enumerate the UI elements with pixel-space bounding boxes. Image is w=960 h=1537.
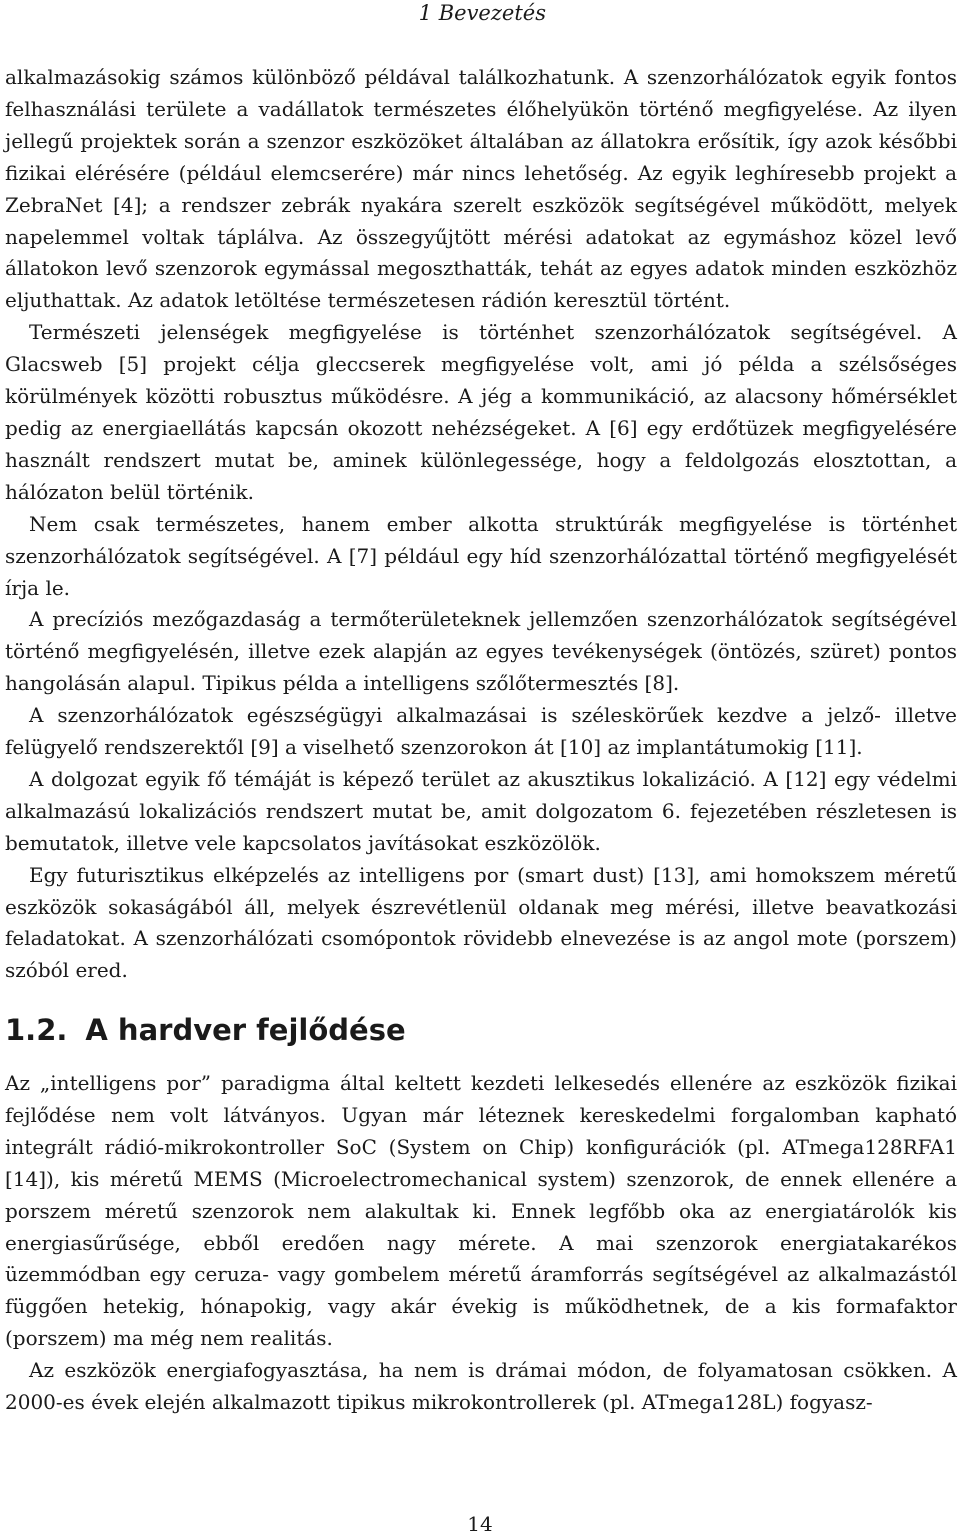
section-title: A hardver fejlődése [85, 1013, 406, 1047]
page-number: 14 [467, 1512, 493, 1536]
running-header: 1 Bevezetés [418, 1, 546, 25]
paragraph: Természeti jelenségek megfigyelése is történhet szenzorhálózatok segítségével. A Glacsweb [5] projekt célja gleccserek megfigyelése volt, ami jó példa a szélsőséges körülmények közötti robusztus működésre. A jég a kommunikáció, az alacsony hőmérséklet pedig az energiaellátás kapcsán okozott nehézségeket. A [6] egy erdőtüzek megfigyelésére használt rendszert mutat be, aminek különlegessége, hogy a feldolgozás elosztottan, a hálózaton belül történik. [5, 320, 957, 504]
paragraph: Egy futurisztikus elképzelés az intelligens por (smart dust) [13], ami homokszem méretű eszközök sokaságából áll, melyek észrevétlenül oldanak meg mérési, illetve beavatkozási feladatokat. A szenzorhálózati csomópontok rövidebb elnevezése is az angol mote (porszem) szóból ered. [5, 862, 957, 983]
paragraph: Az „intelligens por” paradigma által keltett kezdeti lelkesedés ellenére az eszközök fizikai fejlődése nem volt látványos. Ugyan már léteznek kereskedelmi forgalomban kapható integrált rádió-mikrokontroller SoC (System on Chip) konfigurációk (pl. ATmega128RFA1 [14]), kis méretű MEMS (Microelectromechanical system) szenzorok, de ennek ellenére a porszem méretű szenzorok nem alakultak ki. Ennek legfőbb oka az energiatárolók kis energiasűrűsége, ebből eredően nagy mérete. A mai szenzorok energiatakarékos üzemmódban egy ceruza- vagy gombelem méretű áramforrás segítségével az alkalmazástól függően hetekig, hónapokig, vagy akár évekig is működhetnek, de a kis formafaktor (porszem) ma még nem realitás. [5, 1071, 957, 1351]
paragraph: A szenzorhálózatok egészségügyi alkalmazásai is széleskörűek kezdve a jelző- illetve felügyelő rendszerektől [9] a viselhető szenzorokon át [10] az implantátumokig [11]. [5, 703, 957, 760]
paragraph: alkalmazásokig számos különböző példával találkozhatunk. A szenzorhálózatok egyik fontos felhasználási területe a vadállatok természetes élőhelyükön történő megfigyelése. Az ilyen jellegű projektek során a szenzor eszközöket általában az állatokra erősítik, így azok későbbi fizikai elérésére (például elemcserére) már nincs lehetőség. Az egyik leghíresebb projekt a ZebraNet [4]; a rendszer zebrák nyakára szerelt eszközök segítségével működött, melyek napelemmel voltak táplálva. Az összegyűjtött mérési adatokat az egymáshoz közel levő állatokon levő szenzorok egymással megoszthatták, tehát az egyes adatok minden eszközhöz eljuthattak. Az adatok letöltése természetesen rádión keresztül történt. [5, 65, 957, 313]
paragraph: A dolgozat egyik fő témáját is képező terület az akusztikus lokalizáció. A [12] egy védelmi alkalmazású lokalizációs rendszert mutat be, amit dolgozatom 6. fejezetében részletesen is bemutatok, illetve vele kapcsolatos javításokat eszközölök. [5, 766, 957, 855]
section-number: 1.2. [5, 1013, 68, 1047]
section-2-body [5, 1068, 957, 1419]
paragraph: A precíziós mezőgazdaság a termőterületeknek jellemzően szenzorhálózatok segítségével történő megfigyelésén, illetve ezek alapján az egyes tevékenységek (öntözés, szüret) pontos hangolásán alapul. Tipikus példa a intelligens szőlőtermesztés [8]. [5, 607, 957, 696]
section-heading [5, 1008, 406, 1052]
section-1-body [5, 62, 957, 987]
paragraph: Nem csak természetes, hanem ember alkotta struktúrák megfigyelése is történhet szenzorhálózatok segítségével. A [7] például egy híd szenzorhálózattal történő megfigyelését írja le. [5, 511, 957, 600]
paragraph: Az eszközök energiafogyasztása, ha nem is drámai módon, de folyamatosan csökken. A 2000-es évek elején alkalmazott tipikus mikrokontrollerek (pl. ATmega128L) fogyasz- [5, 1358, 957, 1415]
